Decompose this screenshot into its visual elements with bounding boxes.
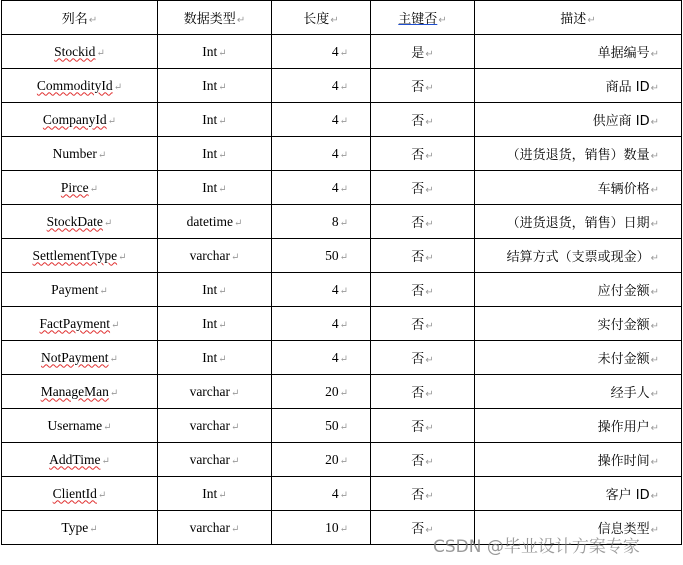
cell-column-name: AddTime↵ [2,443,158,477]
cell-description: 车辆价格↵ [475,171,682,205]
cell-length: 20↵ [272,443,371,477]
cell-column-name: CommodityId↵ [2,69,158,103]
cell-column-name: ClientId↵ [2,477,158,511]
cell-column-name: Stockid↵ [2,35,158,69]
cell-primary-key: 是↵ [371,35,475,69]
cell-primary-key: 否↵ [371,239,475,273]
cell-length: 4↵ [272,35,371,69]
table-row [2,171,682,205]
cell-data-type: Int↵ [158,35,272,69]
cell-column-name: Payment↵ [2,273,158,307]
cell-primary-key: 否↵ [371,375,475,409]
header-primary-key: 主键否↵ [371,1,475,35]
cell-primary-key: 否↵ [371,307,475,341]
cell-column-name: SettlementType↵ [2,239,158,273]
cell-primary-key: 否↵ [371,171,475,205]
cell-description: 信息类型↵ [475,511,682,545]
cell-description: 未付金额↵ [475,341,682,375]
cell-data-type: Int↵ [158,341,272,375]
cell-length: 4↵ [272,307,371,341]
cell-description: 供应商 ID↵ [475,103,682,137]
table-row [2,69,682,103]
table-row [2,205,682,239]
cell-description: 客户 ID↵ [475,477,682,511]
table-row [2,409,682,443]
header-row [2,1,682,35]
cell-description: （进货退货，销售）数量↵ [475,137,682,171]
cell-description: 经手人↵ [475,375,682,409]
cell-length: 50↵ [272,239,371,273]
table-row [2,307,682,341]
table-row [2,103,682,137]
cell-length: 50↵ [272,409,371,443]
table-row [2,341,682,375]
header-data-type: 数据类型↵ [158,1,272,35]
cell-data-type: Int↵ [158,103,272,137]
header-column-name: 列名↵ [2,1,158,35]
csdn-watermark: CSDN @毕业设计方案专家 [433,537,640,557]
cell-primary-key: 否↵ [371,477,475,511]
cell-primary-key: 否↵ [371,103,475,137]
cell-length: 10↵ [272,511,371,545]
cell-column-name: FactPayment↵ [2,307,158,341]
cell-column-name: Number↵ [2,137,158,171]
table-row [2,477,682,511]
cell-column-name: CompanyId↵ [2,103,158,137]
cell-column-name: ManageMan↵ [2,375,158,409]
cell-length: 8↵ [272,205,371,239]
cell-data-type: varchar↵ [158,511,272,545]
header-length: 长度↵ [272,1,371,35]
cell-column-name: StockDate↵ [2,205,158,239]
cell-description: 应付金额↵ [475,273,682,307]
cell-length: 4↵ [272,137,371,171]
cell-data-type: Int↵ [158,477,272,511]
cell-data-type: Int↵ [158,69,272,103]
table-row [2,239,682,273]
field-table [1,0,682,545]
cell-data-type: varchar↵ [158,239,272,273]
cell-length: 4↵ [272,341,371,375]
cell-primary-key: 否↵ [371,69,475,103]
table-row [2,35,682,69]
cell-column-name: Username↵ [2,409,158,443]
cell-length: 4↵ [272,103,371,137]
cell-primary-key: 否↵ [371,205,475,239]
cell-description: 操作用户↵ [475,409,682,443]
cell-description: 结算方式（支票或现金）↵ [475,239,682,273]
cell-data-type: Int↵ [158,137,272,171]
cell-description: 商品 ID↵ [475,69,682,103]
cell-description: （进货退货，销售）日期↵ [475,205,682,239]
cell-data-type: Int↵ [158,273,272,307]
cell-primary-key: 否↵ [371,273,475,307]
table-row [2,375,682,409]
cell-data-type: varchar↵ [158,375,272,409]
cell-primary-key: 否↵ [371,409,475,443]
table-row [2,137,682,171]
cell-length: 4↵ [272,171,371,205]
cell-data-type: varchar↵ [158,409,272,443]
table-row [2,273,682,307]
header-description: 描述↵ [475,1,682,35]
cell-data-type: Int↵ [158,171,272,205]
cell-column-name: Type↵ [2,511,158,545]
cell-length: 4↵ [272,273,371,307]
cell-primary-key: 否↵ [371,511,475,545]
cell-data-type: datetime↵ [158,205,272,239]
cell-length: 4↵ [272,69,371,103]
cell-length: 4↵ [272,477,371,511]
cell-description: 操作时间↵ [475,443,682,477]
cell-column-name: Pirce↵ [2,171,158,205]
cell-data-type: varchar↵ [158,443,272,477]
cell-description: 实付金额↵ [475,307,682,341]
cell-column-name: NotPayment↵ [2,341,158,375]
cell-data-type: Int↵ [158,307,272,341]
cell-description: 单据编号↵ [475,35,682,69]
cell-primary-key: 否↵ [371,341,475,375]
cell-primary-key: 否↵ [371,137,475,171]
cell-primary-key: 否↵ [371,443,475,477]
table-row [2,443,682,477]
cell-length: 20↵ [272,375,371,409]
